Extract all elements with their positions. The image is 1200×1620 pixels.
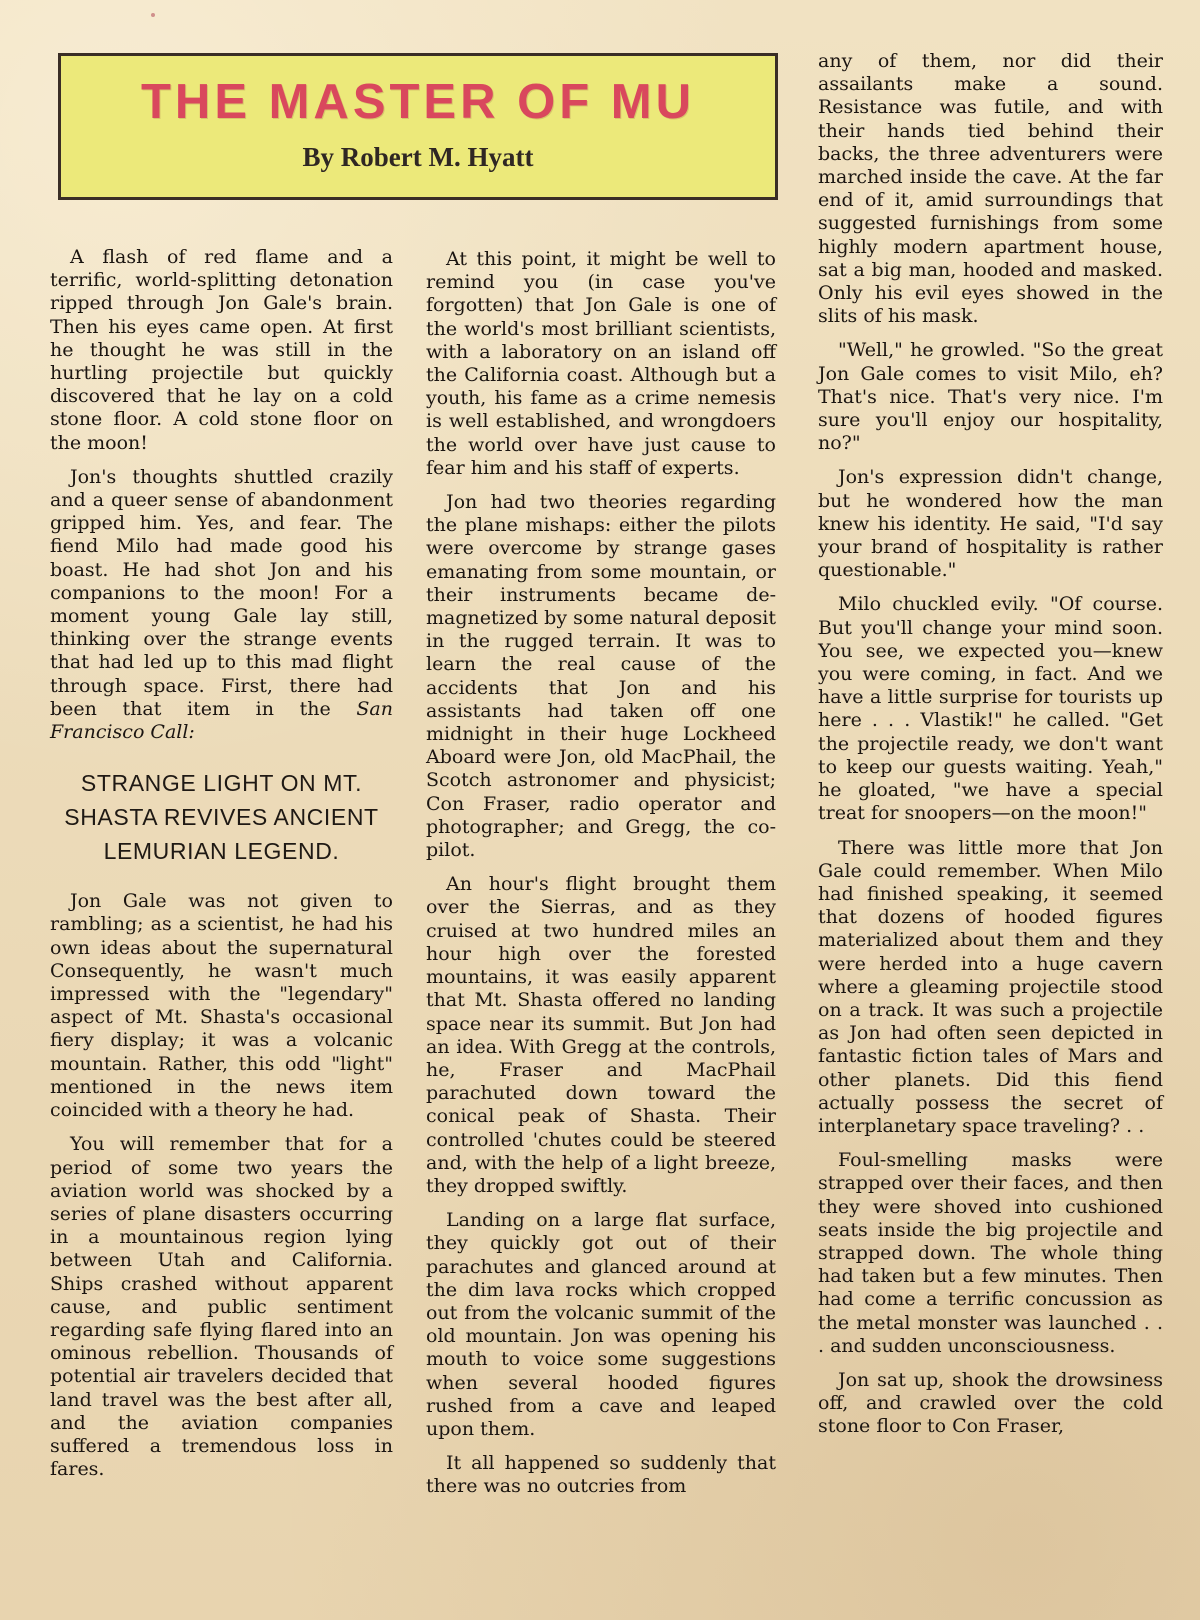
paragraph: Jon Gale was not given to rambling; as a scientist, he had his own ideas about the supernatural Consequently, he wasn't much impressed with the "legendary" aspect of Mt. Shasta's occasional fiery display; it was a volcanic mountain. Rather, this odd "light" mentioned in the news item coincided with a theory he had. <box>50 890 393 1122</box>
paragraph: Foul-smelling masks were strapped over their faces, and then they were shoved into cushioned seats inside the big projectile and strapped down. The whole thing had taken but a few minutes. Then had come a terrific concussion as the metal monster was launched . . . and sudden unconsciousness. <box>818 1149 1163 1357</box>
paragraph: A flash of red flame and a terrific, world-splitting detonation ripped through Jon Gale's brain. Then his eyes came open. At first he thought he was still in the hurtling projectile but quickly discovered that he lay on a cold stone floor. A cold stone floor on the moon! <box>50 246 393 454</box>
title-box <box>58 53 778 200</box>
story-title: THE MASTER OF MU <box>141 75 695 129</box>
paragraph: At this point, it might be well to remind you (in case you've forgotten) that Jon Gale is one of the world's most brilliant scientists, with a laboratory on an island off the California coast. Although but a youth, his fame as a crime nemesis is well established, and wrongdoers the world over have just cause to fear him and his staff of experts. <box>426 248 776 479</box>
ink-speck <box>151 13 155 17</box>
paragraph: Milo chuckled evily. "Of course. But you'll change your mind soon. You see, we expected you—knew you were coming, in fact. And we have a little surprise for tourists up here . . . Vlastik!" he called. "Get the projectile ready, we don't want to keep our guests waiting. Yeah," he gloated, "we have a special treat for snoopers—on the moon!" <box>818 593 1163 825</box>
paragraph: It all happened so suddenly that there was no outcries from <box>426 1452 776 1498</box>
column-3 <box>818 50 1163 1439</box>
column-1 <box>50 246 393 1481</box>
paragraph: There was little more that Jon Gale could remember. When Milo had finished speaking, it seemed that dozens of hooded figures materialized about them and they were herded into a huge cavern where a gleaming projectile stood on a track. It was such a projectile as Jon had often seen depicted in fantastic fiction tales of Mars and other planets. Did this fiend actually possess the secret of interplanetary space traveling? . . <box>818 836 1163 1137</box>
paragraph: Jon's expression didn't change, but he wondered how the man knew his identity. He said, "I'd say your brand of hospitality is rather questionable." <box>818 466 1163 582</box>
paragraph: You will remember that for a period of some two years the aviation world was shocked by a series of plane disasters occurring in a mountainous region lying between Utah and California. Ships crashed without apparent cause, and public sentiment regarding safe flying flared into an ominous rebellion. Thousands of potential air travelers decided that land travel was the best after all, and the aviation companies suffered a tremendous loss in fares. <box>50 1133 393 1481</box>
paragraph: Landing on a large flat surface, they quickly got out of their parachutes and glanced around at the dim lava rocks which cropped out from the volcanic summit of the old mountain. Jon was opening his mouth to voice some suggestions when several hooded figures rushed from a cave and leaped upon them. <box>426 1209 776 1440</box>
paragraph: "Well," he growled. "So the great Jon Gale comes to visit Milo, eh? That's nice. That's very nice. I'm sure you'll enjoy our hospitality, no?" <box>818 339 1163 455</box>
author-byline: By Robert M. Hyatt <box>302 142 534 172</box>
paragraph: Jon sat up, shook the drowsiness off, and crawled over the cold stone floor to Con Fraser, <box>818 1368 1163 1438</box>
paragraph-text: Jon's thoughts shuttled crazily and a queer sense of abandonment gripped him. Yes, and fear. The fiend Milo had made good his boast. He had shot Jon and his companions to the moon! For a moment young Gale lay still, thinking over the strange events that had led up to this mad flight through space. First, there had been that item in the <box>50 465 393 720</box>
column-2 <box>426 248 776 1499</box>
paragraph: An hour's flight brought them over the Sierras, and as they cruised at two hundred miles an hour high over the forested mountains, it was easily apparent that Mt. Shasta offered no landing space near its summit. But Jon had an idea. With Gregg at the controls, he, Fraser and MacPhail parachuted down toward the conical peak of Shasta. Their controlled 'chutes could be steered and, with the help of a light breeze, they dropped swiftly. <box>426 873 776 1197</box>
paragraph: Jon had two theories regarding the plane mishaps: either the pilots were overcome by strange gases emanating from some mountain, or their instruments became de-magnetized by some natural deposit in the rugged terrain. It was to learn the real cause of the accidents that Jon and his assistants had taken off one midnight in their huge Lockheed Aboard were Jon, old MacPhail, the Scotch astronomer and physicist; Con Fraser, radio operator and photographer; and Gregg, the co-pilot. <box>426 491 777 862</box>
paragraph: any of them, nor did their assailants make a sound. Resistance was futile, and with their hands tied behind their backs, the three adventurers were marched inside the cave. At the far end of it, amid surroundings that suggested furnishings from some highly modern apartment house, sat a big man, hooded and masked. Only his evil eyes showed in the slits of his mask. <box>818 50 1163 328</box>
paragraph <box>50 466 393 744</box>
newspaper-name: San Francisco Call: <box>50 697 393 744</box>
newspaper-headline: STRANGE LIGHT ON MT. SHASTA REVIVES ANCIENT LEMURIAN LEGEND. <box>64 770 379 865</box>
